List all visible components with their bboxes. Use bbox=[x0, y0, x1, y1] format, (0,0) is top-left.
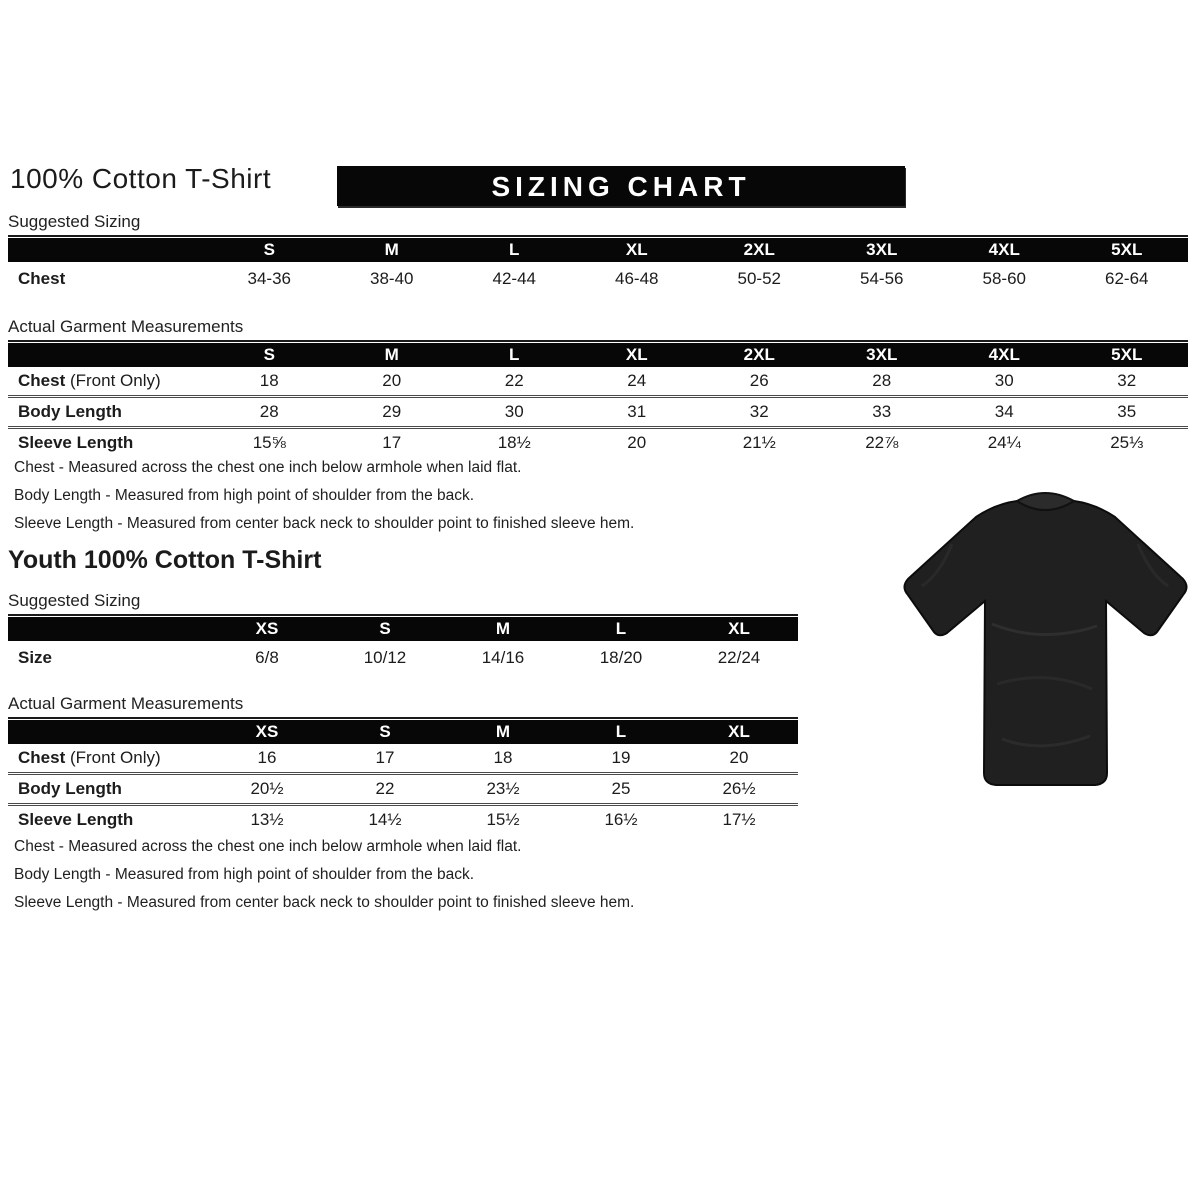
measurement-value-cell: 13½ bbox=[208, 805, 326, 835]
measurement-value-cell: 25⅓ bbox=[1066, 428, 1189, 458]
row-label-cell: Chest bbox=[18, 269, 66, 288]
measurement-value-cell: 21½ bbox=[698, 428, 821, 458]
measurement-value-cell: 42-44 bbox=[492, 269, 536, 288]
size-column-header: XS bbox=[208, 720, 326, 744]
size-header-row bbox=[8, 617, 798, 641]
sizing-chart-banner: SIZING CHART bbox=[337, 166, 905, 206]
measurement-value-cell: 14½ bbox=[326, 805, 444, 835]
youth-suggested-sizing-section bbox=[8, 591, 798, 675]
youth-suggested-sizing-table bbox=[8, 617, 798, 675]
table-row bbox=[8, 774, 798, 805]
adult-suggested-sizing-table bbox=[8, 238, 1188, 296]
measurement-value-cell: 24 bbox=[627, 371, 647, 390]
header-spacer-cell bbox=[8, 343, 208, 367]
size-column-header: L bbox=[562, 617, 680, 641]
measurement-value-cell: 16 bbox=[257, 748, 277, 767]
size-column-header: L bbox=[562, 720, 680, 744]
section-label: Suggested Sizing bbox=[8, 591, 798, 616]
youth-garment-measurements-section bbox=[8, 694, 798, 834]
size-column-header: 2XL bbox=[698, 343, 821, 367]
section-label: Suggested Sizing bbox=[8, 212, 1188, 237]
size-column-header: XL bbox=[576, 343, 699, 367]
row-label-cell: Chest (Front Only) bbox=[18, 371, 161, 390]
adult-garment-measurements-section bbox=[8, 317, 1188, 457]
youth-garment-measurements-table bbox=[8, 720, 798, 834]
size-header-row bbox=[8, 343, 1188, 367]
measurement-value-cell: 35 bbox=[1066, 397, 1189, 428]
measurement-value-cell: 20 bbox=[576, 428, 699, 458]
size-header-row bbox=[8, 238, 1188, 262]
measurement-note: Chest - Measured across the chest one inch below armhole when laid flat. bbox=[14, 459, 522, 476]
measurement-value-cell: 25 bbox=[562, 774, 680, 805]
measurement-value-cell: 32 bbox=[1117, 371, 1137, 390]
measurement-value-cell: 22 bbox=[504, 371, 524, 390]
measurement-value-cell: 50-52 bbox=[737, 269, 781, 288]
measurement-note: Chest - Measured across the chest one inch below armhole when laid flat. bbox=[14, 838, 522, 855]
header-spacer-cell bbox=[8, 238, 208, 262]
measurement-value-cell: 18 bbox=[493, 748, 513, 767]
measurement-value-cell: 30 bbox=[994, 371, 1014, 390]
size-column-header: 4XL bbox=[943, 343, 1066, 367]
youth-section-title: Youth 100% Cotton T-Shirt bbox=[8, 546, 322, 574]
measurement-note: Body Length - Measured from high point of shoulder from the back. bbox=[14, 866, 475, 883]
size-column-header: M bbox=[331, 343, 454, 367]
measurement-value-cell: 34-36 bbox=[247, 269, 291, 288]
measurement-value-cell: 19 bbox=[611, 748, 631, 767]
size-column-header: XL bbox=[576, 238, 699, 262]
size-column-header: M bbox=[331, 238, 454, 262]
measurement-value-cell: 26 bbox=[749, 371, 769, 390]
size-column-header: 5XL bbox=[1066, 238, 1189, 262]
size-column-header: M bbox=[444, 720, 562, 744]
measurement-value-cell: 34 bbox=[943, 397, 1066, 428]
size-column-header: S bbox=[208, 238, 331, 262]
table-row bbox=[8, 805, 798, 835]
measurement-value-cell: 22/24 bbox=[717, 648, 761, 667]
page-title: 100% Cotton T-Shirt bbox=[10, 163, 272, 194]
size-column-header: 3XL bbox=[821, 238, 944, 262]
black-tshirt-photo bbox=[892, 484, 1198, 806]
measurement-value-cell: 31 bbox=[576, 397, 699, 428]
row-label-cell: Body Length bbox=[8, 774, 208, 805]
measurement-value-cell: 17 bbox=[331, 428, 454, 458]
size-column-header: 3XL bbox=[821, 343, 944, 367]
measurement-value-cell: 22⅞ bbox=[821, 428, 944, 458]
measurement-value-cell: 18½ bbox=[453, 428, 576, 458]
measurement-value-cell: 15⅝ bbox=[208, 428, 331, 458]
measurement-value-cell: 28 bbox=[208, 397, 331, 428]
measurement-value-cell: 32 bbox=[698, 397, 821, 428]
section-label: Actual Garment Measurements bbox=[8, 694, 798, 719]
header-spacer-cell bbox=[8, 617, 208, 641]
measurement-note: Body Length - Measured from high point of shoulder from the back. bbox=[14, 487, 475, 504]
adult-suggested-sizing-section bbox=[8, 212, 1188, 296]
table-row bbox=[8, 744, 798, 774]
size-column-header: 5XL bbox=[1066, 343, 1189, 367]
measurement-value-cell: 46-48 bbox=[615, 269, 659, 288]
measurement-value-cell: 54-56 bbox=[860, 269, 904, 288]
measurement-value-cell: 22 bbox=[326, 774, 444, 805]
measurement-note: Sleeve Length - Measured from center back neck to shoulder point to finished sleeve hem. bbox=[14, 515, 635, 532]
header-spacer-cell bbox=[8, 720, 208, 744]
size-column-header: XL bbox=[680, 720, 798, 744]
measurement-value-cell: 20 bbox=[729, 748, 749, 767]
size-column-header: M bbox=[444, 617, 562, 641]
measurement-value-cell: 29 bbox=[331, 397, 454, 428]
table-row bbox=[8, 428, 1188, 458]
size-column-header: L bbox=[453, 343, 576, 367]
adult-garment-measurements-table bbox=[8, 343, 1188, 457]
size-column-header: 4XL bbox=[943, 238, 1066, 262]
measurement-value-cell: 58-60 bbox=[982, 269, 1026, 288]
measurement-value-cell: 28 bbox=[872, 371, 892, 390]
measurement-value-cell: 17½ bbox=[680, 805, 798, 835]
measurement-value-cell: 15½ bbox=[444, 805, 562, 835]
measurement-value-cell: 24¼ bbox=[943, 428, 1066, 458]
section-label: Actual Garment Measurements bbox=[8, 317, 1188, 342]
tshirt-image bbox=[892, 484, 1198, 806]
size-column-header: 2XL bbox=[698, 238, 821, 262]
youth-measurement-notes bbox=[14, 838, 844, 922]
measurement-value-cell: 20½ bbox=[208, 774, 326, 805]
measurement-value-cell: 20 bbox=[382, 371, 402, 390]
measurement-value-cell: 33 bbox=[821, 397, 944, 428]
table-row bbox=[8, 262, 1188, 296]
measurement-value-cell: 18/20 bbox=[599, 648, 643, 667]
row-label-cell: Body Length bbox=[8, 397, 208, 428]
adult-measurement-notes bbox=[14, 459, 844, 543]
size-column-header: S bbox=[208, 343, 331, 367]
table-row bbox=[8, 397, 1188, 428]
table-row bbox=[8, 367, 1188, 397]
size-column-header: XL bbox=[680, 617, 798, 641]
measurement-value-cell: 38-40 bbox=[370, 269, 414, 288]
size-column-header: S bbox=[326, 720, 444, 744]
measurement-value-cell: 16½ bbox=[562, 805, 680, 835]
size-column-header: L bbox=[453, 238, 576, 262]
row-label-cell: Chest (Front Only) bbox=[18, 748, 161, 767]
measurement-value-cell: 17 bbox=[375, 748, 395, 767]
row-label-cell: Sleeve Length bbox=[8, 428, 208, 458]
size-header-row bbox=[8, 720, 798, 744]
measurement-value-cell: 26½ bbox=[680, 774, 798, 805]
row-label-cell: Size bbox=[18, 648, 53, 667]
table-row bbox=[8, 641, 798, 675]
measurement-value-cell: 6/8 bbox=[255, 648, 279, 667]
size-column-header: S bbox=[326, 617, 444, 641]
measurement-value-cell: 62-64 bbox=[1105, 269, 1149, 288]
size-column-header: XS bbox=[208, 617, 326, 641]
measurement-value-cell: 30 bbox=[453, 397, 576, 428]
measurement-value-cell: 18 bbox=[259, 371, 279, 390]
measurement-value-cell: 10/12 bbox=[363, 648, 407, 667]
measurement-note: Sleeve Length - Measured from center back neck to shoulder point to finished sleeve hem. bbox=[14, 894, 635, 911]
measurement-value-cell: 23½ bbox=[444, 774, 562, 805]
measurement-value-cell: 14/16 bbox=[481, 648, 525, 667]
row-label-cell: Sleeve Length bbox=[8, 805, 208, 835]
